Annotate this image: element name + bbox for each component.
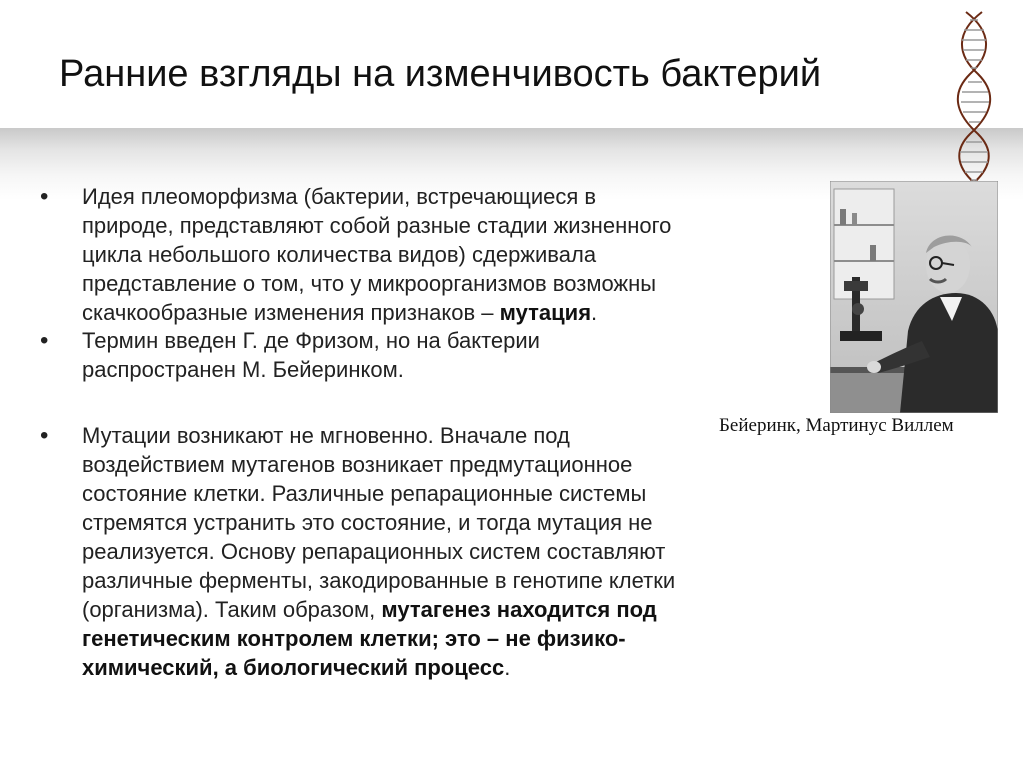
text-run: природе, представляют собой разные стадии жизненного: [82, 213, 672, 238]
text-run: цикла небольшого количества видов) сдерживала: [82, 242, 597, 267]
bold-term: генетическим контролем клетки; это – не физико-: [82, 626, 626, 651]
text-run: скачкообразные изменения признаков –: [82, 300, 500, 325]
text-line: [82, 182, 671, 211]
text-run: различные ферменты, закодированные в генотипе клетки: [82, 568, 676, 593]
bold-term: мутагенез находится под: [381, 597, 657, 622]
text-line: [82, 240, 671, 269]
text-run: .: [591, 300, 598, 325]
text-line: [82, 595, 675, 624]
bullet-marker: •: [40, 422, 49, 449]
slide-title: Ранние взгляды на изменчивость бактерий: [59, 53, 822, 95]
text-run: .: [504, 655, 511, 680]
bullet-text: [82, 421, 675, 682]
text-line: [82, 624, 675, 653]
bold-term: химический, а биологический процесс: [82, 655, 505, 680]
text-line: [82, 508, 675, 537]
text-line: [82, 211, 671, 240]
photo-caption: Бейеринк, Мартинус Виллем: [719, 415, 954, 436]
text-line: [82, 537, 675, 566]
text-line: [82, 326, 540, 355]
text-run: распространен М. Бейеринком.: [82, 357, 404, 382]
dna-helix-icon: [948, 10, 1000, 188]
text-run: состояние клетки. Различные репарационные системы: [82, 481, 647, 506]
bullet-marker: •: [40, 327, 49, 354]
text-run: Мутации возникают не мгновенно. Вначале под: [82, 423, 570, 448]
bullet-marker: •: [40, 183, 49, 210]
text-line: [82, 653, 675, 682]
text-line: [82, 355, 540, 384]
text-run: Термин введен Г. де Фризом, но на бактерии: [82, 328, 540, 353]
text-line: [82, 566, 675, 595]
text-line: [82, 298, 671, 327]
text-run: Идея плеоморфизма (бактерии, встречающиеся в: [82, 184, 597, 209]
text-line: [82, 269, 671, 298]
text-run: представление о том, что у микроорганизмов возможны: [82, 271, 657, 296]
beijerinck-portrait-photo: [830, 181, 998, 413]
text-run: стремятся устранить это состояние, и тогда мутация не: [82, 510, 653, 535]
text-line: [82, 479, 675, 508]
text-run: воздействием мутагенов возникает предмутационное: [82, 452, 633, 477]
text-run: реализуется. Основу репарационных систем составляют: [82, 539, 666, 564]
text-run: (организма). Таким образом,: [82, 597, 382, 622]
text-line: [82, 450, 675, 479]
bullet-text: [82, 182, 671, 327]
bold-term: мутация: [499, 300, 592, 325]
bullet-text: [82, 326, 540, 384]
text-line: [82, 421, 675, 450]
